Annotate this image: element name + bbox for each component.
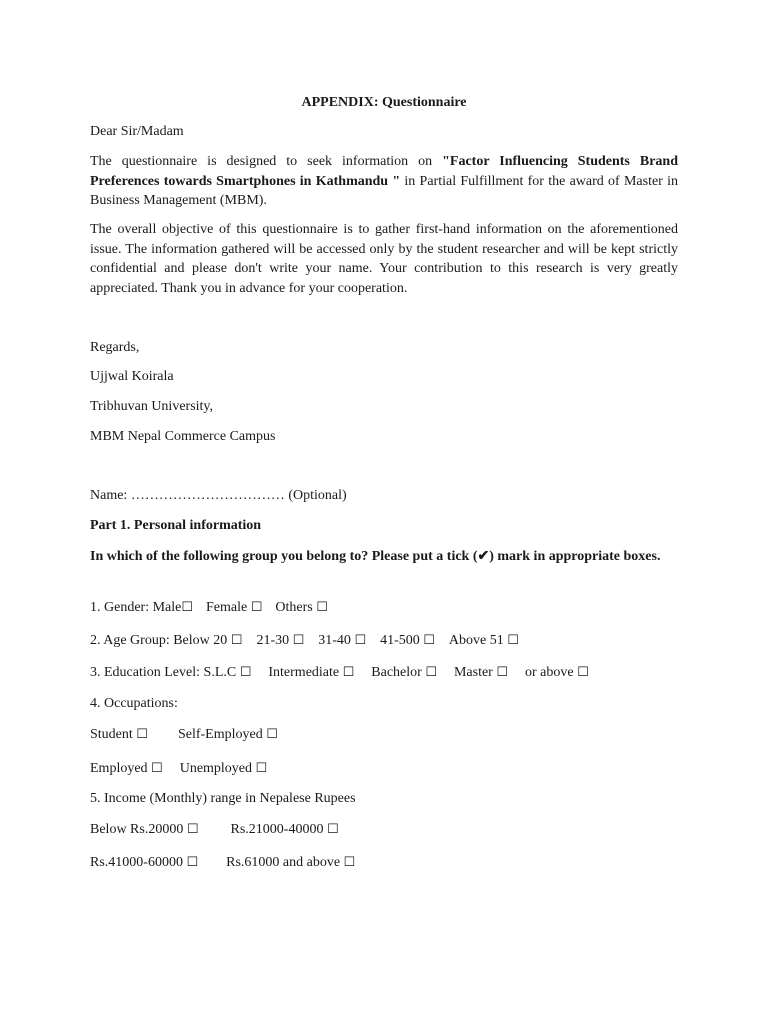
education-option-intermediate: Intermediate: [268, 665, 343, 680]
intro-paragraph: [90, 152, 678, 211]
income-option-21000-40000: Rs.21000-40000: [230, 822, 327, 837]
education-above-checkbox[interactable]: ☐: [577, 665, 589, 680]
author-name: Ujjwal Koirala: [90, 369, 174, 384]
gender-option-male: Male: [152, 600, 182, 615]
occupation-row-2: [90, 759, 267, 779]
name-blank-line[interactable]: ……………………………: [130, 488, 285, 503]
age-option-21-30: 21-30: [256, 633, 293, 648]
occupation-employed-checkbox[interactable]: ☐: [151, 761, 163, 776]
age-31-40-checkbox[interactable]: ☐: [354, 633, 367, 648]
age-option-above-51: Above 51: [448, 633, 508, 648]
intro-text-after: in Partial Fulfillment for the award of Master in Business Management (MBM).: [90, 173, 679, 208]
age-41-500-checkbox[interactable]: ☐: [423, 633, 435, 648]
age-option-below-20: Below 20: [173, 633, 231, 648]
gender-option-others: Others: [275, 600, 317, 615]
study-title: "Factor Influencing Students Brand Preferences towards Smartphones in Kathmandu ": [90, 154, 678, 189]
education-bachelor-checkbox[interactable]: ☐: [425, 665, 437, 680]
occupation-row-1: [90, 725, 278, 745]
income-row-1: [90, 820, 339, 840]
university-name: Tribhuvan University,: [90, 399, 214, 414]
occupation-unemployed-checkbox[interactable]: ☐: [255, 761, 268, 776]
income-row-2: [90, 853, 355, 873]
gender-male-checkbox[interactable]: ☐: [181, 600, 194, 615]
income-option-41000-60000: Rs.41000-60000: [90, 855, 187, 870]
income-21000-40000-checkbox[interactable]: ☐: [326, 822, 339, 837]
question-education-level: [90, 663, 589, 683]
age-label: 2. Age Group:: [90, 633, 174, 648]
gender-option-female: Female: [206, 600, 251, 615]
salutation: Dear Sir/Madam: [90, 124, 184, 139]
income-label: 5. Income (Monthly) range in Nepalese Rupees: [90, 791, 356, 806]
education-slc-checkbox[interactable]: ☐: [239, 665, 252, 680]
page-title: APPENDIX: Questionnaire: [301, 95, 467, 110]
income-option-below-20000: Below Rs.20000: [90, 822, 187, 837]
education-master-checkbox[interactable]: ☐: [496, 665, 509, 680]
occupation-option-unemployed: Unemployed: [179, 761, 256, 776]
education-label: 3. Education Level:: [90, 665, 204, 680]
age-option-41-500: 41-500: [380, 633, 424, 648]
question-age-group: [90, 631, 519, 651]
occupation-option-self-employed: Self-Employed: [177, 727, 267, 742]
occupation-option-employed: Employed: [90, 761, 152, 776]
education-intermediate-checkbox[interactable]: ☐: [342, 665, 355, 680]
age-below-20-checkbox[interactable]: ☐: [230, 633, 243, 648]
education-option-master: Master: [453, 665, 497, 680]
name-optional-note: (Optional): [284, 488, 347, 503]
part1-instruction: In which of the following group you belong to? Please put a tick (✔) mark in appropriate boxes.: [90, 549, 661, 564]
age-above-51-checkbox[interactable]: ☐: [507, 633, 519, 648]
objective-paragraph: The overall objective of this questionnaire is to gather first-hand information on the aforementioned issue. The information gathered will be accessed only by the student researcher and will be kept strictly confidential and please don't write your name. Your contribution to this research is very greatly appreciated. Thank you in advance for your cooperation.: [90, 222, 678, 296]
occupation-label: 4. Occupations:: [90, 696, 178, 711]
gender-others-checkbox[interactable]: ☐: [316, 600, 328, 615]
income-61000-above-checkbox[interactable]: ☐: [343, 855, 356, 870]
age-21-30-checkbox[interactable]: ☐: [292, 633, 305, 648]
name-field[interactable]: [90, 486, 347, 506]
gender-female-checkbox[interactable]: ☐: [250, 600, 263, 615]
occupation-student-checkbox[interactable]: ☐: [136, 727, 148, 742]
campus-name: MBM Nepal Commerce Campus: [90, 429, 276, 444]
income-below-20000-checkbox[interactable]: ☐: [186, 822, 199, 837]
education-option-slc: S.L.C: [203, 665, 240, 680]
income-option-61000-above: Rs.61000 and above: [226, 855, 344, 870]
regards-text: Regards,: [90, 340, 140, 355]
education-option-above: or above: [525, 665, 578, 680]
age-option-31-40: 31-40: [318, 633, 355, 648]
occupation-self-employed-checkbox[interactable]: ☐: [266, 727, 278, 742]
education-option-bachelor: Bachelor: [371, 665, 426, 680]
occupation-option-student: Student: [90, 727, 137, 742]
intro-text-before: The questionnaire is designed to seek information on: [90, 154, 443, 169]
income-41000-60000-checkbox[interactable]: ☐: [186, 855, 199, 870]
part1-heading: Part 1. Personal information: [90, 518, 262, 533]
gender-label: 1. Gender:: [90, 600, 153, 615]
name-label: Name:: [90, 488, 131, 503]
question-gender: [90, 598, 328, 618]
